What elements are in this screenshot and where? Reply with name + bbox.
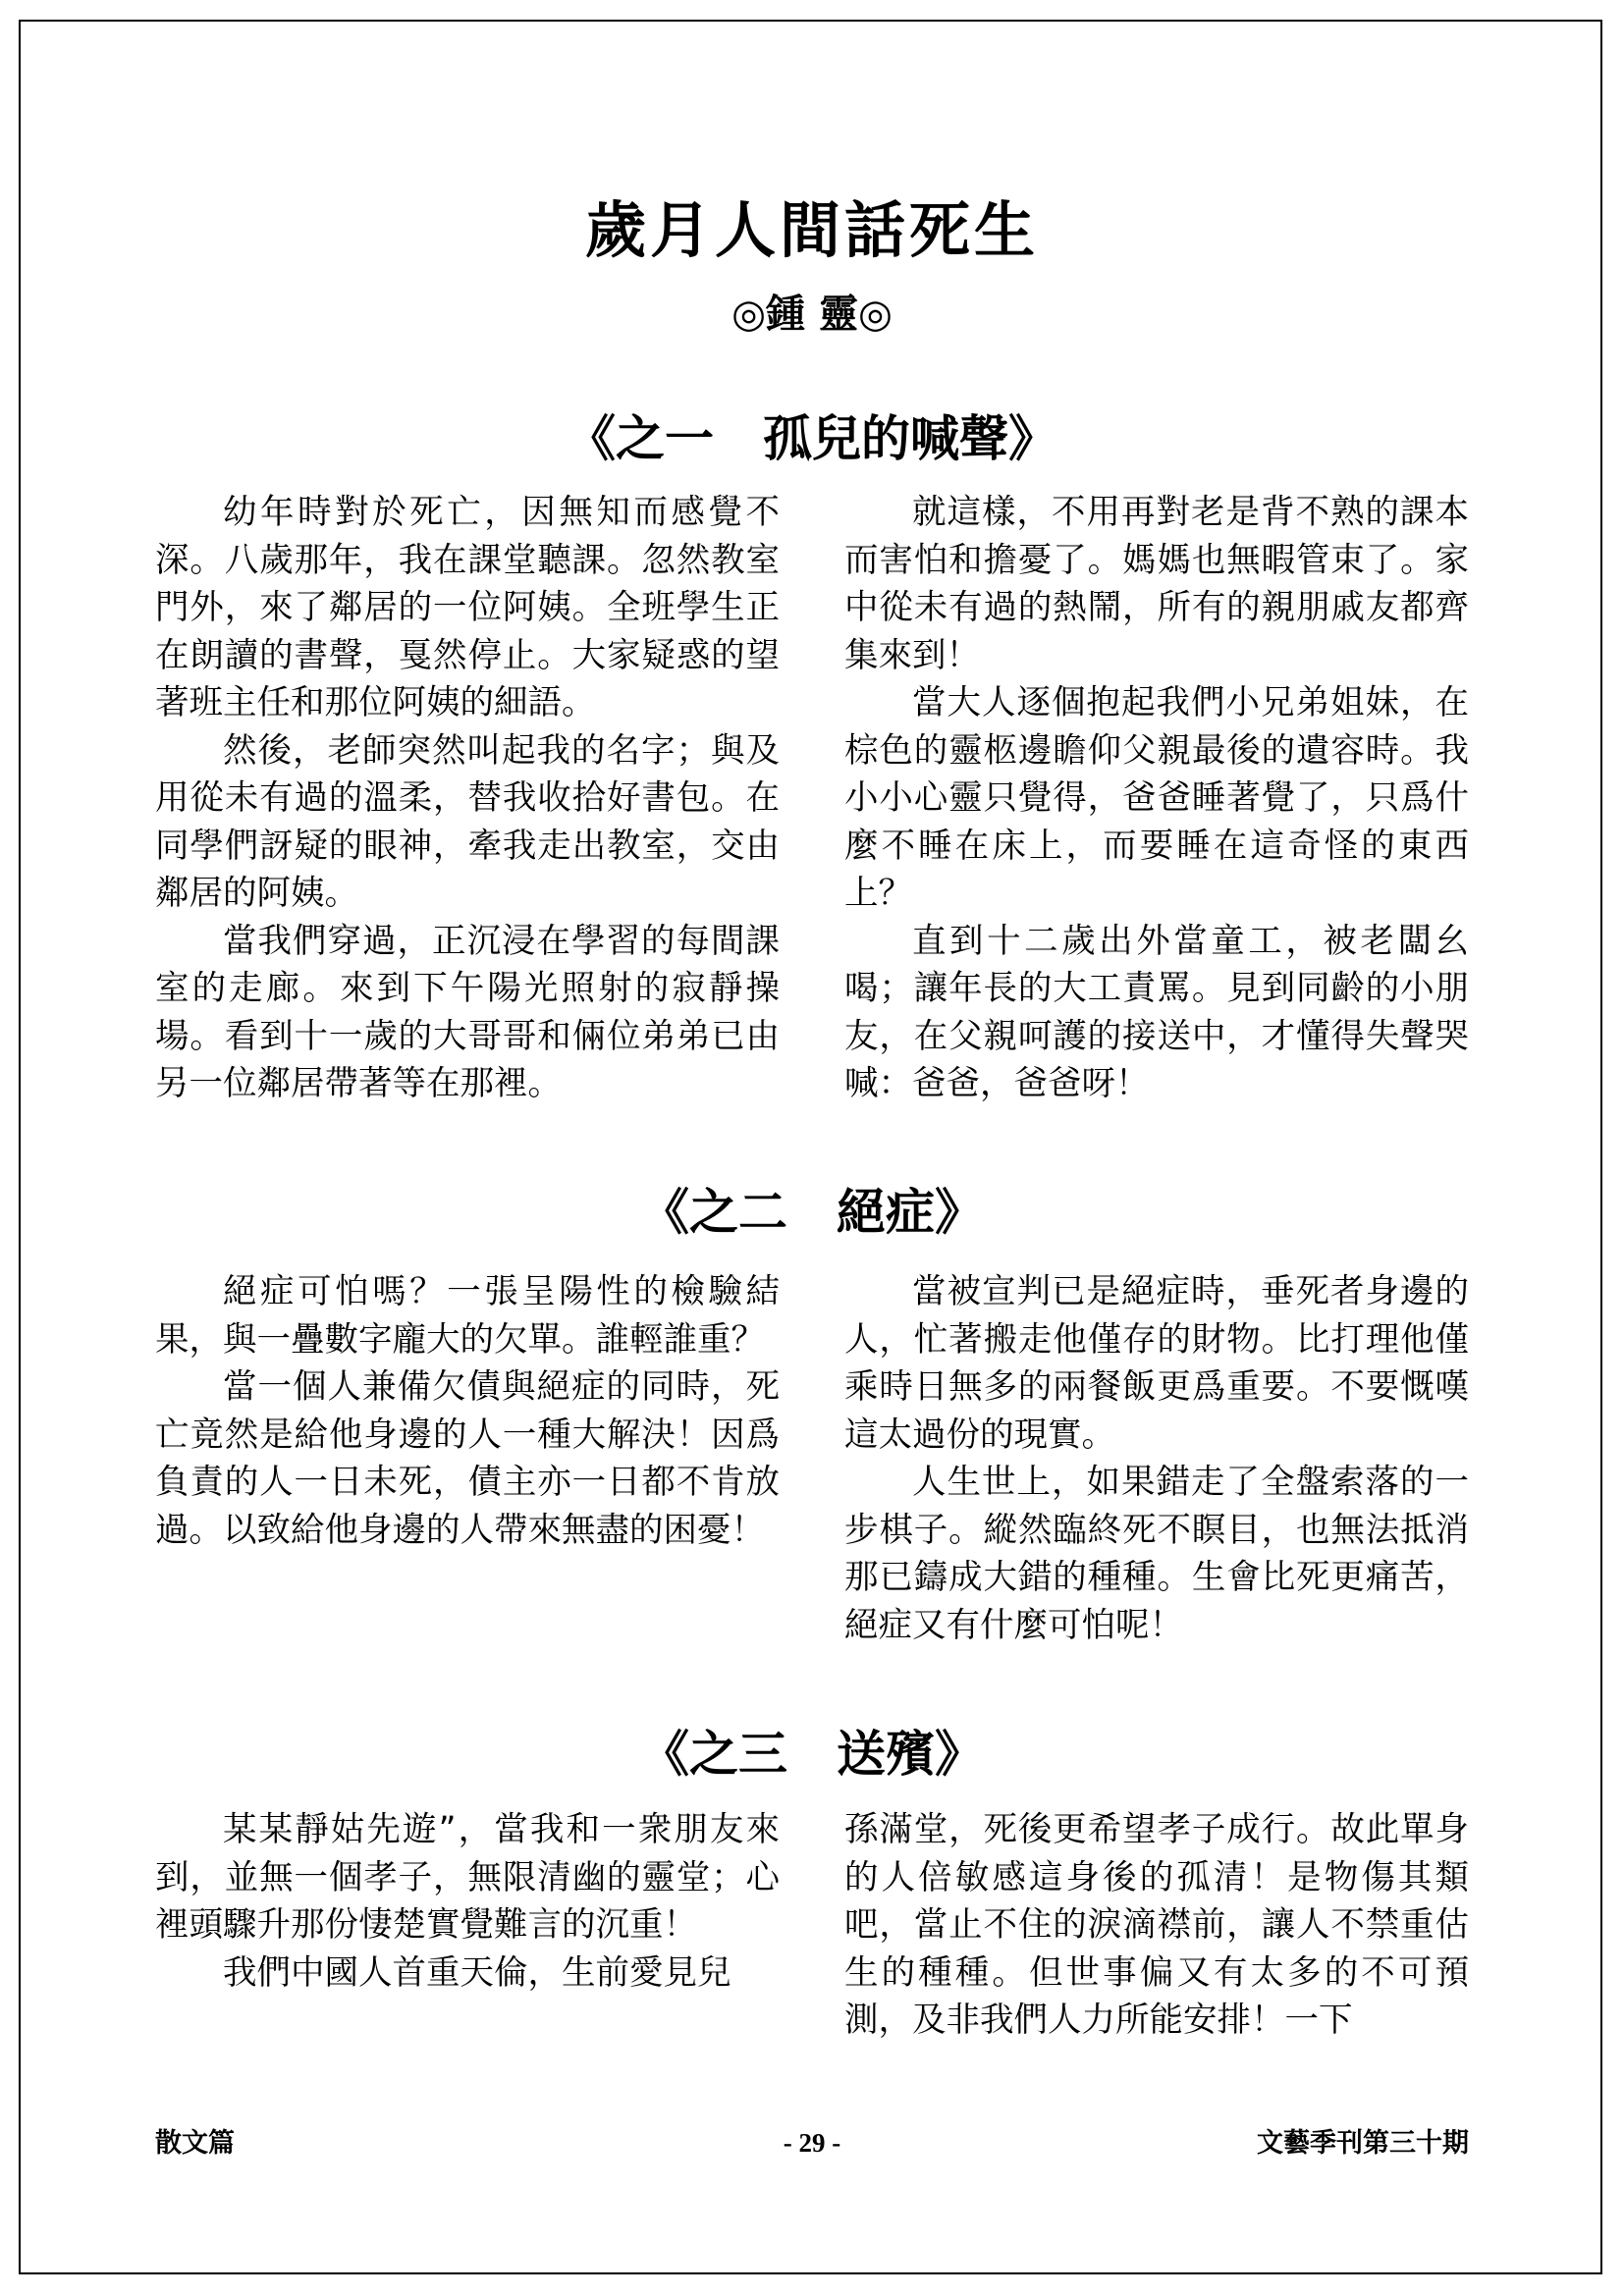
paragraph: 絕症可怕嗎？一張呈陽性的檢驗結果，與一疊數字龐大的欠單。誰輕誰重？ bbox=[155, 1272, 780, 1360]
section-heading-3: 《之三 送殯》 bbox=[640, 1725, 984, 1783]
paragraph: 當被宣判已是絕症時，垂死者身邊的人，忙著搬走他僅存的財物。比打理他僅乘時日無多的兩餐飯更爲重要。不要慨嘆這太過份的現實。 bbox=[844, 1272, 1469, 1455]
section-heading-2: 《之二 絕症》 bbox=[640, 1183, 984, 1241]
footer-page-number: - 29 - bbox=[783, 2128, 841, 2158]
footer-publication: 文藝季刊第三十期 bbox=[1257, 2128, 1469, 2158]
paragraph: 我們中國人首重天倫，生前愛見兒 bbox=[223, 1952, 731, 1993]
paragraph: 孫滿堂，死後更希望孝子成行。故此單身的人倍敏感這身後的孤清！是物傷其類吧，當止不住的淚滴襟前，讓人不禁重估生的種種。但世事偏又有太多的不可預測，及非我們人力所能安排！一下 bbox=[844, 1810, 1469, 2040]
section-3-left-column bbox=[155, 1806, 780, 1997]
section-2-right-column bbox=[844, 1268, 1469, 1649]
section-1-left-column bbox=[155, 489, 780, 1108]
footer-section-name: 散文篇 bbox=[155, 2128, 235, 2158]
paragraph: 直到十二歲出外當童工，被老闆幺喝；讓年長的大工責罵。見到同齡的小朋友，在父親呵護的接送中，才懂得失聲哭喊：爸爸，爸爸呀！ bbox=[844, 921, 1469, 1103]
author-byline: ◎鍾 靈◎ bbox=[731, 291, 893, 337]
paragraph: 就這樣，不用再對老是背不熟的課本而害怕和擔憂了。媽媽也無暇管束了。家中從未有過的熱鬧，所有的親朋戚友都齊集來到！ bbox=[844, 493, 1469, 675]
paragraph: 當大人逐個抱起我們小兄弟姐妹，在棕色的靈柩邊瞻仰父親最後的遺容時。我小小心靈只覺得，爸爸睡著覺了，只爲什麼不睡在床上，而要睡在這奇怪的東西上？ bbox=[844, 683, 1469, 913]
section-3-right-column bbox=[844, 1806, 1469, 2045]
paragraph: 人生世上，如果錯走了全盤索落的一步棋子。縱然臨終死不瞑目，也無法抵消那已鑄成大錯的種種。生會比死更痛苦，絕症又有什麼可怕呢！ bbox=[844, 1463, 1469, 1645]
paragraph: 幼年時對於死亡，因無知而感覺不深。八歲那年，我在課堂聽課。忽然教室門外，來了鄰居的一位阿姨。全班學生正在朗讀的書聲，戛然停止。大家疑惑的望著班主任和那位阿姨的細語。 bbox=[155, 493, 780, 722]
paragraph: 當一個人兼備欠債與絕症的同時，死亡竟然是給他身邊的人一種大解決！因爲負責的人一日未死，債主亦一日都不肯放過。以致給他身邊的人帶來無盡的困憂！ bbox=[155, 1367, 780, 1550]
paragraph: 當我們穿過，正沉浸在學習的每間課室的走廊。來到下午陽光照射的寂靜操場。看到十一歲的大哥哥和倆位弟弟已由另一位鄰居帶著等在那裡。 bbox=[155, 921, 780, 1103]
section-2-left-column bbox=[155, 1268, 780, 1554]
paragraph: 某某靜姑先遊”，當我和一衆朋友來到，並無一個孝子，無限清幽的靈堂；心裡頭驟升那份悽楚實覺難言的沉重！ bbox=[155, 1810, 780, 1945]
section-1-right-column bbox=[844, 489, 1469, 1108]
paragraph: 然後，老師突然叫起我的名字；與及用從未有過的溫柔，替我收拾好書包。在同學們訝疑的眼神，牽我走出教室，交由鄰居的阿姨。 bbox=[155, 730, 780, 913]
section-heading-1: 《之一 孤兒的喊聲》 bbox=[567, 409, 1057, 467]
article-title: 歲月人間話死生 bbox=[584, 194, 1039, 266]
